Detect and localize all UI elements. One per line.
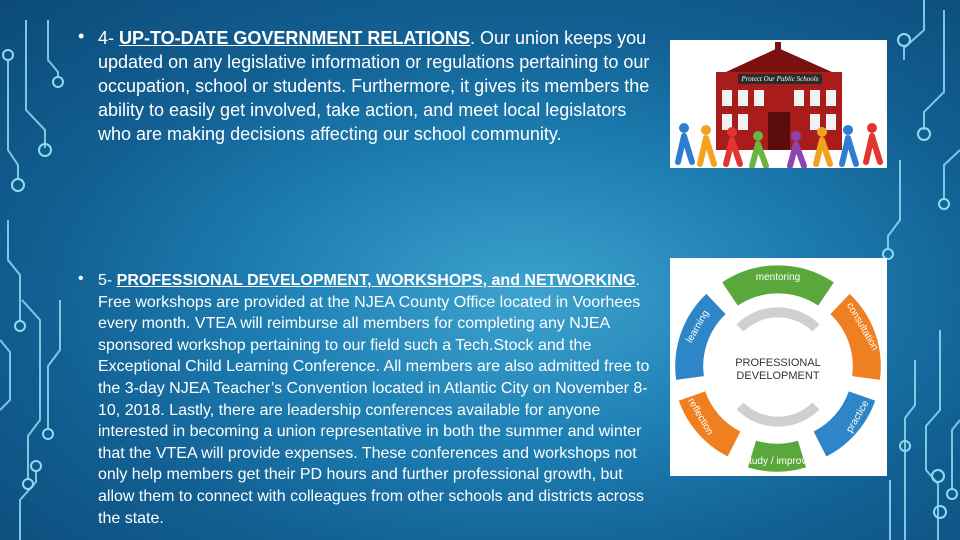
pd-cycle-icon: [670, 258, 887, 476]
bullet-heading: PROFESSIONAL DEVELOPMENT, WORKSHOPS, and NETWORKING: [116, 272, 636, 289]
segment-label: reflection: [685, 396, 716, 438]
segment-label: study / improve: [744, 456, 812, 467]
bullet-item-5: [98, 270, 658, 529]
segment-label: consultation: [844, 300, 881, 353]
center-label: DEVELOPMENT: [736, 370, 820, 382]
bullet-marker: •: [78, 26, 85, 46]
segment-label: practice: [844, 398, 872, 435]
bullet-prefix: 4-: [98, 28, 120, 48]
bullet-marker: •: [78, 270, 84, 287]
professional-development-wheel: [670, 258, 887, 476]
bullet-item-4: [98, 26, 658, 146]
school-illustration: [670, 40, 887, 168]
center-label: PROFESSIONAL: [735, 357, 821, 369]
bullet-heading: UP-TO-DATE GOVERNMENT RELATIONS: [119, 28, 471, 48]
segment-label: mentoring: [755, 272, 801, 283]
school-sign: Protect Our Public Schools: [738, 74, 822, 84]
bullet-body: . Free workshops are provided at the NJEA County Office located in Voorhees every month. VTEA will reimburse all members for completing any NJEA sponsored workshop pertaining to our field such a Tech.Stock and the Exceptional Child Learning Conference. All members are also admitted free to the 3-day NJEA Teacher’s Convention located in Atlantic City on November 8-10, 2018. Lastly, there are leadership conferences available for anyone interested in becoming a union representative in both the summer and winter that the VTEA will provide expenses. These conferences and workshops not only help members get their PD hours and further professional growth, but allow them to connect with colleagues from other schools and districts across the state.: [98, 272, 650, 527]
school-building-icon: [670, 40, 887, 168]
bullet-prefix: 5-: [98, 272, 117, 289]
segment-label: learning: [684, 308, 712, 345]
bullet-body: . Our union keeps you updated on any legislative information or regulations pertaining to our occupation, school or students. Furthermore, it gives its members the ability to easily get involved, take action, and meet local legislators who are making decisions affecting our school community.: [98, 28, 650, 144]
